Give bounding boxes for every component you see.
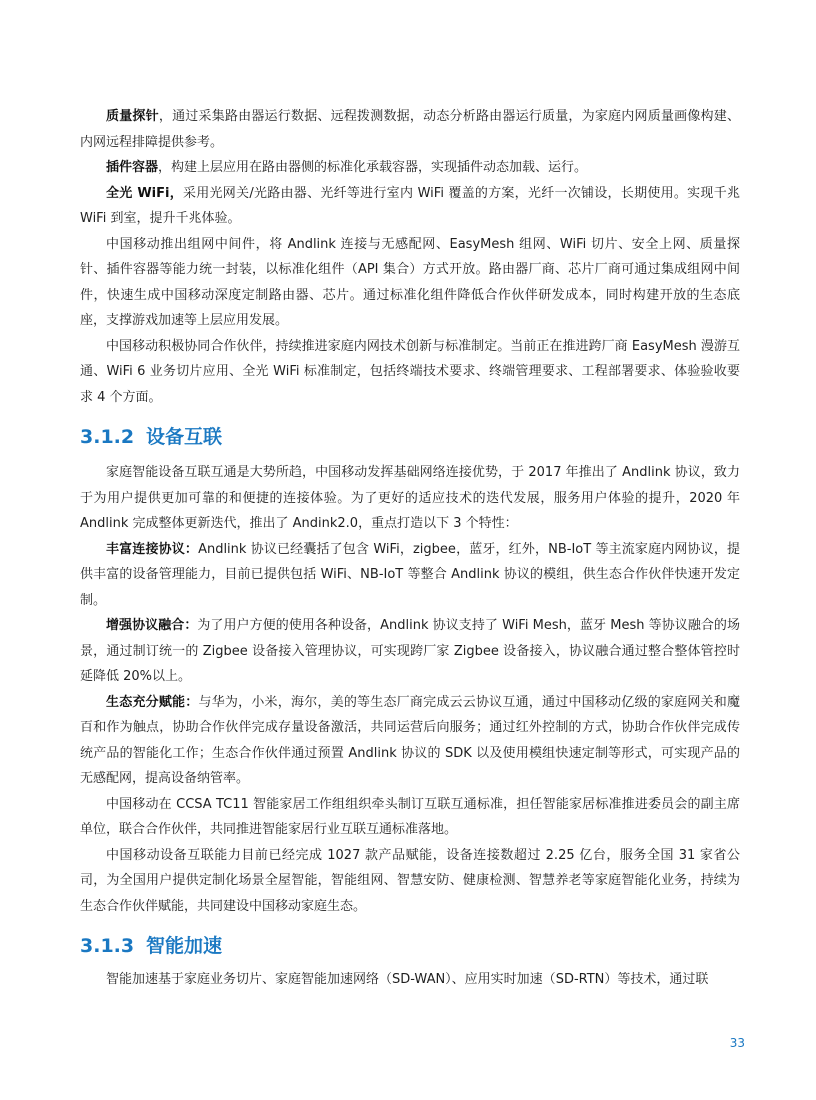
section-heading — [80, 422, 740, 452]
paragraph — [80, 232, 740, 334]
paragraph-text: Andlink 协议已经囊括了包含 WiFi，zigbee，蓝牙，红外，NB-IoT 等主流家庭内网协议，提供丰富的设备管理能力，目前已提供包括 WiFi、NB-IoT 等整合 Andlink 协议的模组，供生态合作伙伴快速开发定制。 — [80, 541, 740, 608]
paragraph-text: ，构建上层应用在路由器侧的标准化承载容器，实现插件动态加载、运行。 — [158, 160, 588, 175]
section-device-interconnect — [80, 460, 740, 919]
section-number: 3.1.2 — [80, 426, 135, 448]
paragraph-text: 中国移动积极协同合作伙伴，持续推进家庭内网技术创新与标准制定。当前正在推进跨厂商 EasyMesh 漫游互通、WiFi 6 业务切片应用、全光 WiFi 标准制定，包括终端技术要求、终端管理要求、工程部署要求、体验验收要求 4 个方面。 — [80, 338, 740, 405]
paragraph — [80, 843, 740, 920]
paragraph — [80, 155, 740, 181]
section-number: 3.1.3 — [80, 935, 135, 957]
paragraph — [80, 967, 740, 993]
paragraph — [80, 537, 740, 614]
paragraph — [80, 690, 740, 792]
paragraph-text: ，通过采集路由器运行数据、远程拨测数据，动态分析路由器运行质量，为家庭内网质量画像构建、内网远程排障提供参考。 — [80, 109, 740, 150]
section-title: 智能加速 — [146, 935, 223, 957]
section-smart-acceleration — [80, 967, 740, 993]
paragraph-text: 中国移动推出组网中间件，将 Andlink 连接与无感配网、EasyMesh 组网、WiFi 切片、安全上网、质量探针、插件容器等能力统一封装，以标准化组件（API 集合）方式开放。路由器厂商、芯片厂商可通过集成组网中间件，快速生成中国移动深度定制路由器、芯片。通过标准化组件降低合作伙伴研发成本，同时构建开放的生态底座，支撑游戏加速等上层应用发展。 — [80, 236, 740, 328]
paragraph — [80, 181, 740, 232]
term-bold: 全光 WiFi， — [106, 185, 183, 201]
section-title: 设备互联 — [146, 426, 223, 448]
section-heading — [80, 931, 740, 961]
paragraph — [80, 792, 740, 843]
paragraph-text: 家庭智能设备互联互通是大势所趋，中国移动发挥基础网络连接优势，于 2017 年推出了 Andlink 协议，致力于为用户提供更加可靠的和便捷的连接体验。为了更好的适应技术的迭代发展，服务用户体验的提升，2020 年 Andlink 完成整体更新迭代，推出了 Andink2.0，重点打造以下 3 个特性： — [80, 465, 740, 531]
paragraph — [80, 334, 740, 411]
document-body — [80, 104, 740, 993]
term-bold: 生态充分赋能： — [106, 694, 199, 710]
paragraph-text: 为了用户方便的使用各种设备，Andlink 协议支持了 WiFi Mesh，蓝牙 Mesh 等协议融合的场景，通过制订统一的 Zigbee 设备接入管理协议，可实现跨厂家 Zigbee 设备接入，协议融合通过整合整体管控时延降低 20%以上。 — [80, 618, 740, 684]
paragraph-text: 中国移动设备互联能力目前已经完成 1027 款产品赋能，设备连接数超过 2.25 亿台，服务全国 31 家省公司，为全国用户提供定制化场景全屋智能，智能组网、智慧安防、健康检测、智慧养老等家庭智能化业务，持续为生态合作伙伴赋能，共同建设中国移动家庭生态。 — [80, 847, 740, 914]
section-intro-paragraphs — [80, 104, 740, 410]
paragraph-text: 采用光网关/光路由器、光纤等进行室内 WiFi 覆盖的方案，光纤一次铺设，长期使用。实现千兆 WiFi 到室，提升千兆体验。 — [80, 185, 740, 226]
term-bold: 增强协议融合： — [106, 618, 198, 633]
paragraph-text: 智能加速基于家庭业务切片、家庭智能加速网络（SD-WAN）、应用实时加速（SD-RTN）等技术，通过联 — [106, 972, 709, 987]
paragraph — [80, 104, 740, 155]
term-bold: 丰富连接协议： — [106, 541, 199, 557]
paragraph — [80, 460, 740, 537]
term-bold: 质量探针 — [106, 109, 159, 124]
term-bold: 插件容器 — [106, 160, 159, 175]
page-number: 33 — [729, 1036, 745, 1050]
paragraph-text: 中国移动在 CCSA TC11 智能家居工作组组织牵头制订互联互通标准，担任智能家居标准推进委员会的副主席单位，联合合作伙伴，共同推进智能家居行业互联互通标准落地。 — [80, 796, 740, 837]
paragraph-text: 与华为，小米，海尔，美的等生态厂商完成云云协议互通，通过中国移动亿级的家庭网关和魔百和作为触点，协助合作伙伴完成存量设备激活，共同运营后向服务；通过红外控制的方式，协助合作伙伴完成传统产品的智能化工作；生态合作伙伴通过预置 Andlink 协议的 SDK 以及使用模组快速定制等形式，可实现产品的无感配网，提高设备纳管率。 — [80, 694, 740, 786]
paragraph — [80, 613, 740, 690]
